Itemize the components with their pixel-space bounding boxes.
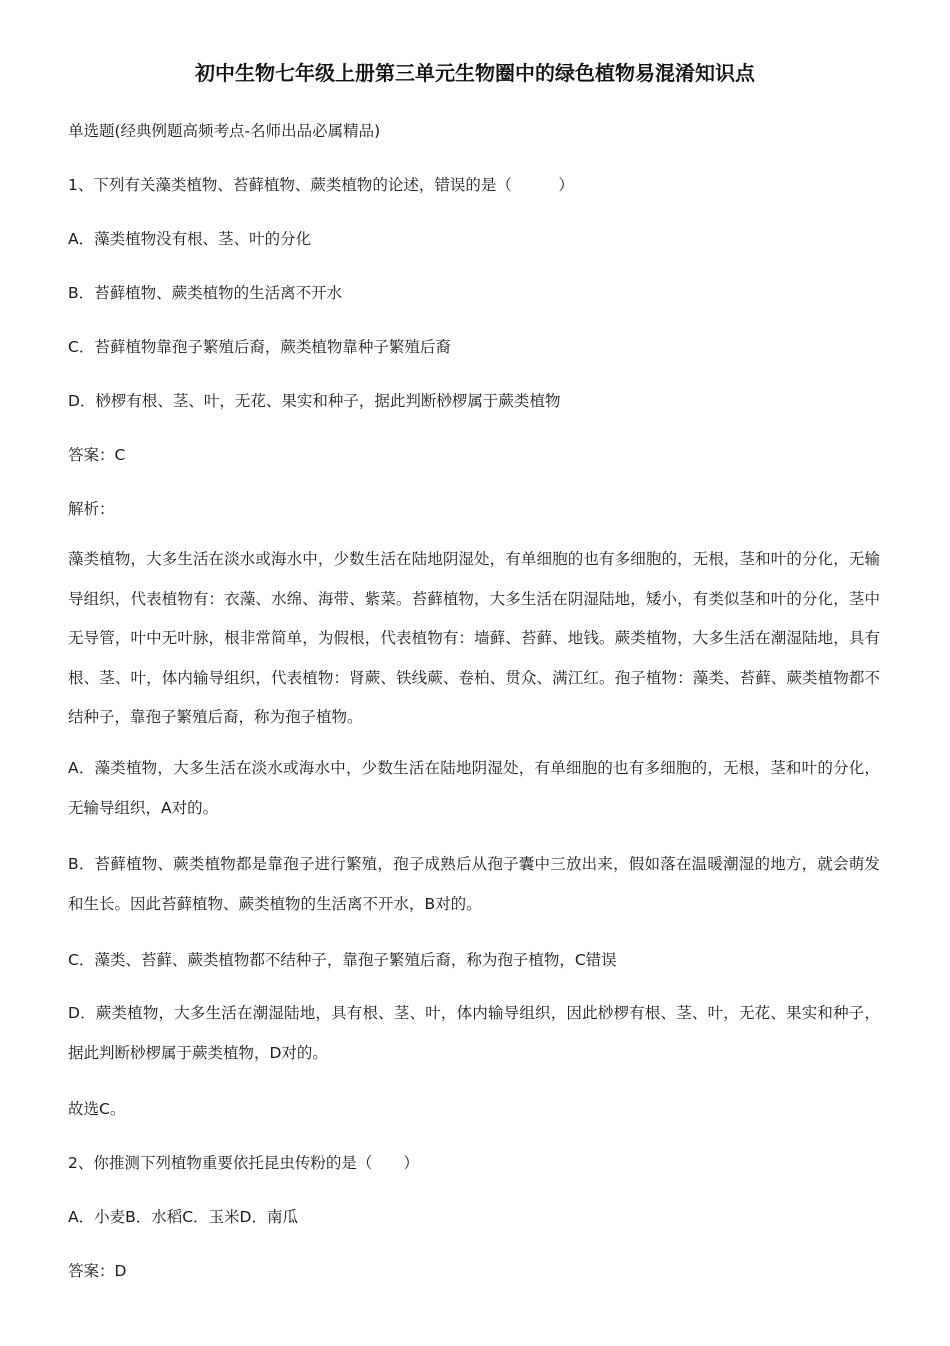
section-label: 单选题(经典例题高频考点-名师出品必属精品)	[68, 122, 381, 140]
question-1-option-d: D．桫椤有根、茎、叶，无花、果实和种子，据此判断桫椤属于蕨类植物	[68, 392, 561, 410]
question-1-stem: 1、下列有关藻类植物、苔藓植物、蕨类植物的论述，错误的是（ ）	[68, 176, 574, 194]
question-2-options: A．小麦B．水稻C．玉米D．南瓜	[68, 1208, 298, 1226]
question-1-option-c: C．苔藓植物靠孢子繁殖后裔，蕨类植物靠种子繁殖后裔	[68, 338, 451, 356]
question-1-analysis-label: 解析：	[68, 500, 115, 518]
page-title: 初中生物七年级上册第三单元生物圈中的绿色植物易混淆知识点	[195, 61, 755, 85]
question-1-analysis-b: B．苔藓植物、蕨类植物都是靠孢子进行繁殖，孢子成熟后从孢子囊中三放出来，假如落在温暖潮湿的地方，就会萌发和生长。因此苔藓植物、蕨类植物的生活离不开水，B对的。	[68, 855, 880, 913]
question-2-stem: 2、你推测下列植物重要依托昆虫传粉的是（ ）	[68, 1154, 419, 1172]
question-2-answer: 答案：D	[68, 1262, 127, 1280]
question-1-answer: 答案：C	[68, 446, 126, 464]
question-1-option-a: A．藻类植物没有根、茎、叶的分化	[68, 230, 312, 248]
question-1-analysis-d: D．蕨类植物，大多生活在潮湿陆地，具有根、茎、叶，体内输导组织，因此桫椤有根、茎、叶，无花、果实和种子，据此判断桫椤属于蕨类植物，D对的。	[68, 1004, 880, 1062]
question-1-option-b: B．苔藓植物、蕨类植物的生活离不开水	[68, 284, 343, 302]
question-1-conclusion: 故选C。	[68, 1100, 126, 1118]
question-1-analysis-c: C．藻类、苔藓、蕨类植物都不结种子，靠孢子繁殖后裔，称为孢子植物，C错误	[68, 951, 617, 969]
question-1-analysis-a: A．藻类植物，大多生活在淡水或海水中，少数生活在陆地阴湿处，有单细胞的也有多细胞的，无根，茎和叶的分化，无输导组织，A对的。	[68, 759, 880, 817]
question-1-analysis-main: 藻类植物，大多生活在淡水或海水中，少数生活在陆地阴湿处，有单细胞的也有多细胞的，无根，茎和叶的分化，无输导组织，代表植物有：衣藻、水绵、海带、紫菜。苔藓植物，大多生活在阴湿陆地，矮小，有类似茎和叶的分化，茎中无导管，叶中无叶脉，根非常简单，为假根，代表植物有：墙藓、苔藓、地钱。蕨类植物，大多生活在潮湿陆地，具有根、茎、叶，体内输导组织，代表植物：肾蕨、铁线蕨、卷柏、贯众、满江红。孢子植物：藻类、苔藓、蕨类植物都不结种子，靠孢子繁殖后裔，称为孢子植物。	[68, 550, 880, 726]
